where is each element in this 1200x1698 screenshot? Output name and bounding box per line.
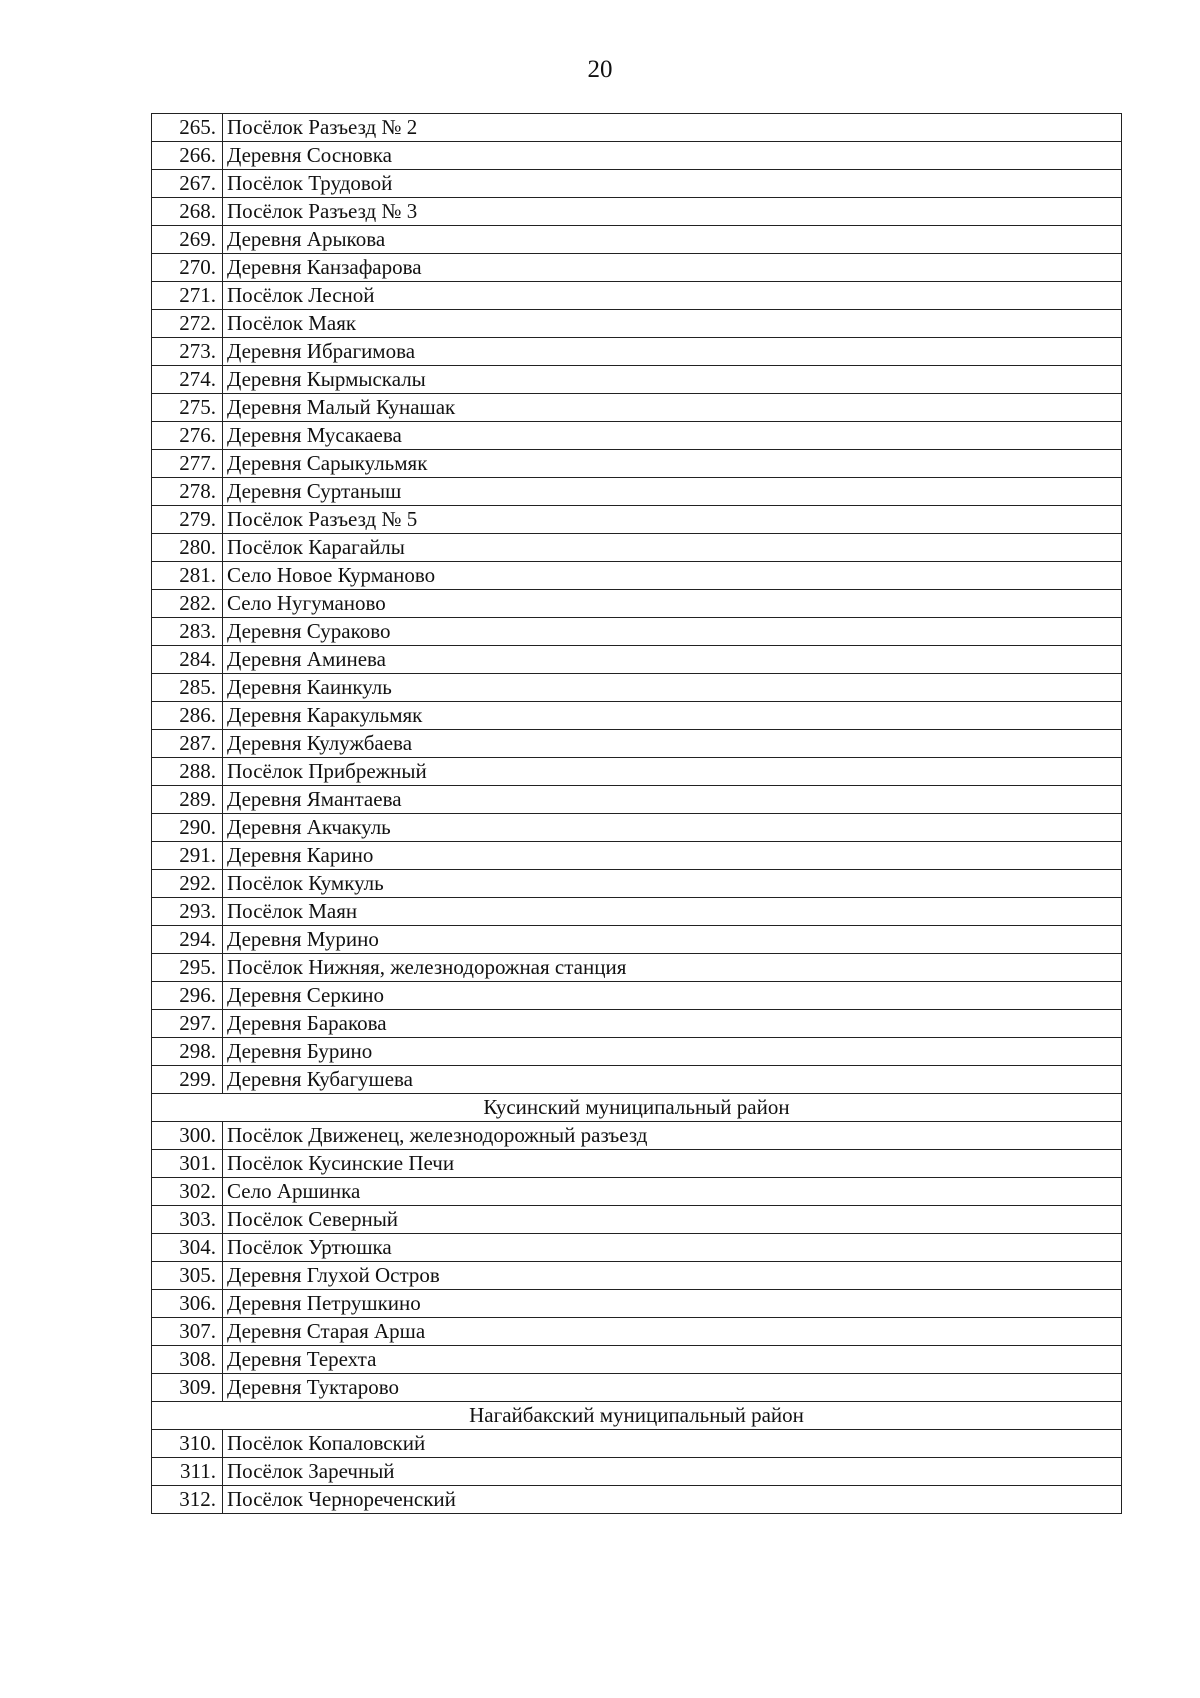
settlement-name: Деревня Карино <box>223 842 1122 870</box>
row-number: 290. <box>152 814 223 842</box>
table-row <box>152 450 1122 478</box>
table-row <box>152 338 1122 366</box>
table-row <box>152 1262 1122 1290</box>
table-row <box>152 1290 1122 1318</box>
row-number: 265. <box>152 114 223 142</box>
settlement-name: Посёлок Разъезд № 5 <box>223 506 1122 534</box>
table-row <box>152 1206 1122 1234</box>
table-row <box>152 170 1122 198</box>
settlement-name: Посёлок Прибрежный <box>223 758 1122 786</box>
settlement-name: Посёлок Маян <box>223 898 1122 926</box>
settlement-name: Деревня Кырмыскалы <box>223 366 1122 394</box>
table-row <box>152 534 1122 562</box>
section-title: Кусинский муниципальный район <box>152 1094 1122 1122</box>
row-number: 309. <box>152 1374 223 1402</box>
table-row <box>152 198 1122 226</box>
table-row <box>152 1150 1122 1178</box>
table-row <box>152 674 1122 702</box>
section-header-row <box>152 1402 1122 1430</box>
table-row <box>152 394 1122 422</box>
table-row <box>152 1346 1122 1374</box>
table-row <box>152 842 1122 870</box>
row-number: 272. <box>152 310 223 338</box>
row-number: 291. <box>152 842 223 870</box>
table-row <box>152 422 1122 450</box>
table-row <box>152 282 1122 310</box>
settlement-name: Деревня Сарыкульмяк <box>223 450 1122 478</box>
row-number: 296. <box>152 982 223 1010</box>
row-number: 307. <box>152 1318 223 1346</box>
row-number: 281. <box>152 562 223 590</box>
table-row <box>152 982 1122 1010</box>
table-row <box>152 758 1122 786</box>
settlement-name: Деревня Старая Арша <box>223 1318 1122 1346</box>
settlement-name: Деревня Баракова <box>223 1010 1122 1038</box>
table-row <box>152 870 1122 898</box>
settlement-name: Деревня Мурино <box>223 926 1122 954</box>
section-header-row <box>152 1094 1122 1122</box>
table-row <box>152 898 1122 926</box>
table-row <box>152 1122 1122 1150</box>
settlement-name: Посёлок Кумкуль <box>223 870 1122 898</box>
table-row <box>152 1374 1122 1402</box>
table-row <box>152 562 1122 590</box>
table-row <box>152 1318 1122 1346</box>
row-number: 286. <box>152 702 223 730</box>
table-row <box>152 1178 1122 1206</box>
row-number: 304. <box>152 1234 223 1262</box>
row-number: 276. <box>152 422 223 450</box>
table-row <box>152 254 1122 282</box>
page-number: 20 <box>587 56 613 83</box>
settlement-name: Посёлок Трудовой <box>223 170 1122 198</box>
settlements-table-body <box>152 114 1122 1514</box>
settlement-name: Деревня Туктарово <box>223 1374 1122 1402</box>
row-number: 282. <box>152 590 223 618</box>
row-number: 303. <box>152 1206 223 1234</box>
settlement-name: Деревня Кубагушева <box>223 1066 1122 1094</box>
table-row <box>152 786 1122 814</box>
table-row <box>152 926 1122 954</box>
row-number: 273. <box>152 338 223 366</box>
settlement-name: Посёлок Чернореченский <box>223 1486 1122 1514</box>
row-number: 285. <box>152 674 223 702</box>
row-number: 267. <box>152 170 223 198</box>
settlement-name: Деревня Аминева <box>223 646 1122 674</box>
settlement-name: Посёлок Лесной <box>223 282 1122 310</box>
settlement-name: Деревня Серкино <box>223 982 1122 1010</box>
row-number: 312. <box>152 1486 223 1514</box>
table-row <box>152 954 1122 982</box>
row-number: 271. <box>152 282 223 310</box>
section-title: Нагайбакский муниципальный район <box>152 1402 1122 1430</box>
row-number: 288. <box>152 758 223 786</box>
row-number: 310. <box>152 1430 223 1458</box>
table-row <box>152 506 1122 534</box>
settlement-name: Посёлок Карагайлы <box>223 534 1122 562</box>
settlement-name: Деревня Мусакаева <box>223 422 1122 450</box>
settlement-name: Деревня Сураково <box>223 618 1122 646</box>
table-row <box>152 142 1122 170</box>
settlement-name: Деревня Ямантаева <box>223 786 1122 814</box>
row-number: 277. <box>152 450 223 478</box>
settlement-name: Посёлок Маяк <box>223 310 1122 338</box>
row-number: 294. <box>152 926 223 954</box>
row-number: 280. <box>152 534 223 562</box>
settlements-table <box>151 113 1122 1514</box>
row-number: 311. <box>152 1458 223 1486</box>
row-number: 274. <box>152 366 223 394</box>
settlement-name: Деревня Суртаныш <box>223 478 1122 506</box>
row-number: 295. <box>152 954 223 982</box>
row-number: 292. <box>152 870 223 898</box>
table-row <box>152 814 1122 842</box>
row-number: 306. <box>152 1290 223 1318</box>
settlement-name: Деревня Глухой Остров <box>223 1262 1122 1290</box>
settlement-name: Деревня Сосновка <box>223 142 1122 170</box>
row-number: 287. <box>152 730 223 758</box>
row-number: 268. <box>152 198 223 226</box>
settlement-name: Деревня Каракульмяк <box>223 702 1122 730</box>
settlement-name: Посёлок Северный <box>223 1206 1122 1234</box>
settlement-name: Село Новое Курманово <box>223 562 1122 590</box>
row-number: 283. <box>152 618 223 646</box>
table-row <box>152 1458 1122 1486</box>
table-row <box>152 646 1122 674</box>
settlement-name: Деревня Терехта <box>223 1346 1122 1374</box>
table-row <box>152 1430 1122 1458</box>
settlement-name: Деревня Канзафарова <box>223 254 1122 282</box>
settlement-name: Село Нугуманово <box>223 590 1122 618</box>
settlement-name: Посёлок Заречный <box>223 1458 1122 1486</box>
settlement-name: Посёлок Копаловский <box>223 1430 1122 1458</box>
settlement-name: Село Аршинка <box>223 1178 1122 1206</box>
settlement-name: Посёлок Кусинские Печи <box>223 1150 1122 1178</box>
row-number: 298. <box>152 1038 223 1066</box>
settlement-name: Деревня Ибрагимова <box>223 338 1122 366</box>
table-row <box>152 114 1122 142</box>
table-row <box>152 1066 1122 1094</box>
row-number: 289. <box>152 786 223 814</box>
row-number: 308. <box>152 1346 223 1374</box>
row-number: 305. <box>152 1262 223 1290</box>
row-number: 299. <box>152 1066 223 1094</box>
settlement-name: Посёлок Движенец, железнодорожный разъезд <box>223 1122 1122 1150</box>
row-number: 279. <box>152 506 223 534</box>
table-row <box>152 226 1122 254</box>
row-number: 269. <box>152 226 223 254</box>
table-row <box>152 310 1122 338</box>
row-number: 278. <box>152 478 223 506</box>
settlement-name: Деревня Акчакуль <box>223 814 1122 842</box>
settlement-name: Посёлок Разъезд № 3 <box>223 198 1122 226</box>
settlement-name: Деревня Малый Кунашак <box>223 394 1122 422</box>
settlement-name: Деревня Арыкова <box>223 226 1122 254</box>
settlement-name: Деревня Кулужбаева <box>223 730 1122 758</box>
row-number: 270. <box>152 254 223 282</box>
settlement-name: Деревня Каинкуль <box>223 674 1122 702</box>
table-row <box>152 702 1122 730</box>
row-number: 293. <box>152 898 223 926</box>
row-number: 275. <box>152 394 223 422</box>
table-row <box>152 366 1122 394</box>
table-row <box>152 590 1122 618</box>
row-number: 284. <box>152 646 223 674</box>
table-row <box>152 1010 1122 1038</box>
settlement-name: Посёлок Разъезд № 2 <box>223 114 1122 142</box>
row-number: 297. <box>152 1010 223 1038</box>
table-row <box>152 730 1122 758</box>
settlement-name: Деревня Бурино <box>223 1038 1122 1066</box>
settlement-name: Посёлок Уртюшка <box>223 1234 1122 1262</box>
row-number: 301. <box>152 1150 223 1178</box>
table-row <box>152 1486 1122 1514</box>
settlement-name: Деревня Петрушкино <box>223 1290 1122 1318</box>
settlement-name: Посёлок Нижняя, железнодорожная станция <box>223 954 1122 982</box>
table-row <box>152 1038 1122 1066</box>
row-number: 302. <box>152 1178 223 1206</box>
row-number: 266. <box>152 142 223 170</box>
table-row <box>152 1234 1122 1262</box>
table-row <box>152 478 1122 506</box>
row-number: 300. <box>152 1122 223 1150</box>
table-row <box>152 618 1122 646</box>
